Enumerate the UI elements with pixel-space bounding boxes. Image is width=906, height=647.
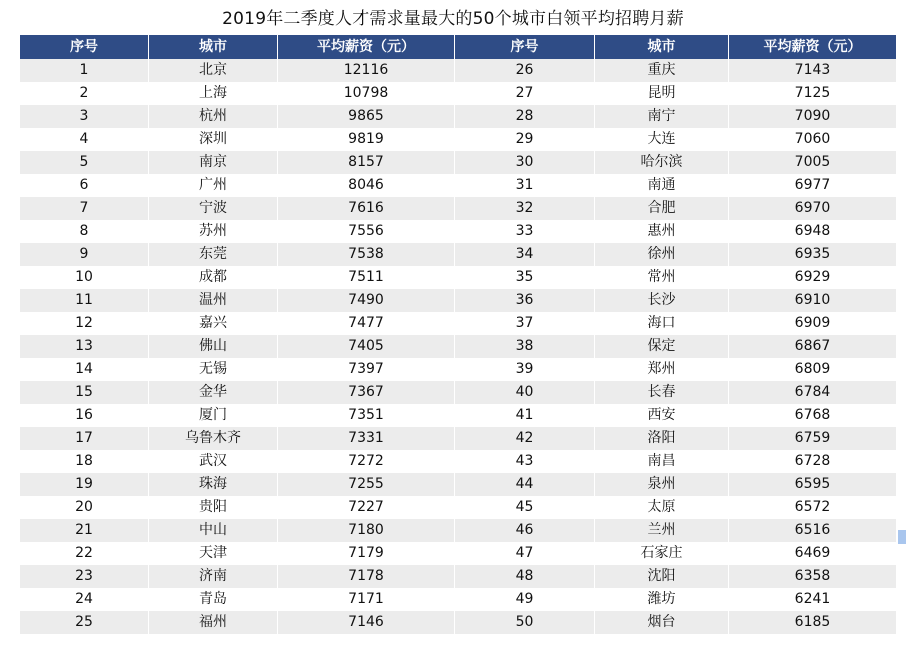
right-city-cell: 长春 xyxy=(595,381,729,404)
left-city-cell: 乌鲁木齐 xyxy=(149,427,278,450)
left-salary-cell: 10798 xyxy=(278,82,455,105)
right-salary-cell: 6784 xyxy=(729,381,896,404)
left-rank-cell: 22 xyxy=(20,542,149,565)
right-city-cell: 惠州 xyxy=(595,220,729,243)
right-salary-cell: 6977 xyxy=(729,174,896,197)
table-row xyxy=(20,381,896,404)
right-rank-cell: 38 xyxy=(455,335,595,358)
table-row xyxy=(20,611,896,634)
left-city-cell: 东莞 xyxy=(149,243,278,266)
left-rank-cell: 2 xyxy=(20,82,149,105)
header-row xyxy=(20,35,896,59)
table-row xyxy=(20,335,896,358)
edge-marker xyxy=(898,530,906,544)
table-row xyxy=(20,473,896,496)
left-salary-cell: 7405 xyxy=(278,335,455,358)
left-rank-cell: 5 xyxy=(20,151,149,174)
left-salary-cell: 9865 xyxy=(278,105,455,128)
table-row xyxy=(20,312,896,335)
left-city-cell: 深圳 xyxy=(149,128,278,151)
left-rank-cell: 15 xyxy=(20,381,149,404)
right-rank-cell: 41 xyxy=(455,404,595,427)
right-rank-cell: 28 xyxy=(455,105,595,128)
left-rank-cell: 3 xyxy=(20,105,149,128)
left-city-cell: 厦门 xyxy=(149,404,278,427)
left-salary-cell: 7538 xyxy=(278,243,455,266)
right-city-cell: 海口 xyxy=(595,312,729,335)
table-row xyxy=(20,82,896,105)
left-salary-cell: 12116 xyxy=(278,59,455,82)
right-city-cell: 常州 xyxy=(595,266,729,289)
left-salary-cell: 7490 xyxy=(278,289,455,312)
right-salary-cell: 6469 xyxy=(729,542,896,565)
header-city-left: 城市 xyxy=(149,35,278,59)
left-salary-cell: 7227 xyxy=(278,496,455,519)
left-rank-cell: 17 xyxy=(20,427,149,450)
salary-table xyxy=(20,35,896,634)
left-rank-cell: 24 xyxy=(20,588,149,611)
left-rank-cell: 11 xyxy=(20,289,149,312)
left-city-cell: 上海 xyxy=(149,82,278,105)
left-rank-cell: 9 xyxy=(20,243,149,266)
left-city-cell: 嘉兴 xyxy=(149,312,278,335)
table-row xyxy=(20,174,896,197)
left-rank-cell: 23 xyxy=(20,565,149,588)
right-city-cell: 徐州 xyxy=(595,243,729,266)
right-rank-cell: 42 xyxy=(455,427,595,450)
table-row xyxy=(20,588,896,611)
right-rank-cell: 43 xyxy=(455,450,595,473)
table-row xyxy=(20,542,896,565)
left-salary-cell: 7511 xyxy=(278,266,455,289)
left-city-cell: 温州 xyxy=(149,289,278,312)
right-salary-cell: 6935 xyxy=(729,243,896,266)
header-rank-right: 序号 xyxy=(455,35,595,59)
table-row xyxy=(20,404,896,427)
right-city-cell: 长沙 xyxy=(595,289,729,312)
right-city-cell: 大连 xyxy=(595,128,729,151)
right-rank-cell: 32 xyxy=(455,197,595,220)
right-city-cell: 南昌 xyxy=(595,450,729,473)
table-row xyxy=(20,496,896,519)
table-row xyxy=(20,427,896,450)
left-rank-cell: 21 xyxy=(20,519,149,542)
left-city-cell: 苏州 xyxy=(149,220,278,243)
table-row xyxy=(20,59,896,82)
left-salary-cell: 7171 xyxy=(278,588,455,611)
left-city-cell: 成都 xyxy=(149,266,278,289)
right-rank-cell: 34 xyxy=(455,243,595,266)
right-rank-cell: 35 xyxy=(455,266,595,289)
right-rank-cell: 40 xyxy=(455,381,595,404)
table-row xyxy=(20,266,896,289)
table-row xyxy=(20,450,896,473)
right-salary-cell: 6595 xyxy=(729,473,896,496)
right-rank-cell: 45 xyxy=(455,496,595,519)
right-salary-cell: 6948 xyxy=(729,220,896,243)
right-salary-cell: 7005 xyxy=(729,151,896,174)
right-salary-cell: 6185 xyxy=(729,611,896,634)
left-city-cell: 广州 xyxy=(149,174,278,197)
right-rank-cell: 47 xyxy=(455,542,595,565)
right-rank-cell: 44 xyxy=(455,473,595,496)
right-salary-cell: 6728 xyxy=(729,450,896,473)
right-rank-cell: 30 xyxy=(455,151,595,174)
right-rank-cell: 37 xyxy=(455,312,595,335)
left-salary-cell: 7272 xyxy=(278,450,455,473)
left-city-cell: 北京 xyxy=(149,59,278,82)
left-city-cell: 济南 xyxy=(149,565,278,588)
right-salary-cell: 6572 xyxy=(729,496,896,519)
left-salary-cell: 8046 xyxy=(278,174,455,197)
right-rank-cell: 27 xyxy=(455,82,595,105)
table-row xyxy=(20,519,896,542)
left-city-cell: 中山 xyxy=(149,519,278,542)
left-city-cell: 贵阳 xyxy=(149,496,278,519)
left-salary-cell: 7179 xyxy=(278,542,455,565)
right-city-cell: 重庆 xyxy=(595,59,729,82)
right-rank-cell: 48 xyxy=(455,565,595,588)
right-city-cell: 南宁 xyxy=(595,105,729,128)
left-city-cell: 南京 xyxy=(149,151,278,174)
table-row xyxy=(20,105,896,128)
table-row xyxy=(20,197,896,220)
right-city-cell: 烟台 xyxy=(595,611,729,634)
right-salary-cell: 6910 xyxy=(729,289,896,312)
right-rank-cell: 33 xyxy=(455,220,595,243)
right-city-cell: 兰州 xyxy=(595,519,729,542)
right-city-cell: 潍坊 xyxy=(595,588,729,611)
table-title: 2019年二季度人才需求量最大的50个城市白领平均招聘月薪 xyxy=(222,9,684,29)
left-rank-cell: 12 xyxy=(20,312,149,335)
left-rank-cell: 20 xyxy=(20,496,149,519)
right-rank-cell: 29 xyxy=(455,128,595,151)
left-rank-cell: 4 xyxy=(20,128,149,151)
right-city-cell: 洛阳 xyxy=(595,427,729,450)
left-rank-cell: 19 xyxy=(20,473,149,496)
left-salary-cell: 7397 xyxy=(278,358,455,381)
right-salary-cell: 6929 xyxy=(729,266,896,289)
right-rank-cell: 50 xyxy=(455,611,595,634)
table-row xyxy=(20,220,896,243)
header-salary-left: 平均薪资（元） xyxy=(278,35,455,59)
header-salary-right: 平均薪资（元） xyxy=(729,35,896,59)
left-salary-cell: 7180 xyxy=(278,519,455,542)
right-city-cell: 哈尔滨 xyxy=(595,151,729,174)
right-rank-cell: 49 xyxy=(455,588,595,611)
left-rank-cell: 16 xyxy=(20,404,149,427)
right-city-cell: 石家庄 xyxy=(595,542,729,565)
right-salary-cell: 7143 xyxy=(729,59,896,82)
left-salary-cell: 9819 xyxy=(278,128,455,151)
right-rank-cell: 46 xyxy=(455,519,595,542)
left-rank-cell: 18 xyxy=(20,450,149,473)
right-salary-cell: 6909 xyxy=(729,312,896,335)
right-rank-cell: 26 xyxy=(455,59,595,82)
left-salary-cell: 7331 xyxy=(278,427,455,450)
right-city-cell: 西安 xyxy=(595,404,729,427)
left-rank-cell: 13 xyxy=(20,335,149,358)
table-row xyxy=(20,358,896,381)
left-city-cell: 珠海 xyxy=(149,473,278,496)
left-salary-cell: 7351 xyxy=(278,404,455,427)
right-salary-cell: 6358 xyxy=(729,565,896,588)
right-city-cell: 沈阳 xyxy=(595,565,729,588)
right-city-cell: 南通 xyxy=(595,174,729,197)
left-salary-cell: 7616 xyxy=(278,197,455,220)
right-salary-cell: 6970 xyxy=(729,197,896,220)
left-salary-cell: 7146 xyxy=(278,611,455,634)
left-rank-cell: 8 xyxy=(20,220,149,243)
right-salary-cell: 6516 xyxy=(729,519,896,542)
right-salary-cell: 7125 xyxy=(729,82,896,105)
left-salary-cell: 8157 xyxy=(278,151,455,174)
left-city-cell: 青岛 xyxy=(149,588,278,611)
left-city-cell: 天津 xyxy=(149,542,278,565)
left-salary-cell: 7477 xyxy=(278,312,455,335)
table-row xyxy=(20,151,896,174)
left-city-cell: 无锡 xyxy=(149,358,278,381)
right-salary-cell: 6241 xyxy=(729,588,896,611)
table-row xyxy=(20,289,896,312)
header-rank-left: 序号 xyxy=(20,35,149,59)
left-city-cell: 宁波 xyxy=(149,197,278,220)
left-city-cell: 佛山 xyxy=(149,335,278,358)
right-salary-cell: 6768 xyxy=(729,404,896,427)
left-city-cell: 杭州 xyxy=(149,105,278,128)
right-city-cell: 合肥 xyxy=(595,197,729,220)
left-rank-cell: 1 xyxy=(20,59,149,82)
right-salary-cell: 6867 xyxy=(729,335,896,358)
right-rank-cell: 36 xyxy=(455,289,595,312)
left-city-cell: 武汉 xyxy=(149,450,278,473)
left-rank-cell: 25 xyxy=(20,611,149,634)
left-rank-cell: 6 xyxy=(20,174,149,197)
left-salary-cell: 7367 xyxy=(278,381,455,404)
left-salary-cell: 7556 xyxy=(278,220,455,243)
right-salary-cell: 7090 xyxy=(729,105,896,128)
right-salary-cell: 7060 xyxy=(729,128,896,151)
left-rank-cell: 10 xyxy=(20,266,149,289)
right-city-cell: 泉州 xyxy=(595,473,729,496)
right-city-cell: 保定 xyxy=(595,335,729,358)
left-city-cell: 金华 xyxy=(149,381,278,404)
right-city-cell: 昆明 xyxy=(595,82,729,105)
right-rank-cell: 31 xyxy=(455,174,595,197)
left-rank-cell: 7 xyxy=(20,197,149,220)
left-salary-cell: 7178 xyxy=(278,565,455,588)
table-row xyxy=(20,565,896,588)
left-rank-cell: 14 xyxy=(20,358,149,381)
right-city-cell: 郑州 xyxy=(595,358,729,381)
right-salary-cell: 6759 xyxy=(729,427,896,450)
table-row xyxy=(20,128,896,151)
header-city-right: 城市 xyxy=(595,35,729,59)
right-rank-cell: 39 xyxy=(455,358,595,381)
left-city-cell: 福州 xyxy=(149,611,278,634)
right-salary-cell: 6809 xyxy=(729,358,896,381)
left-salary-cell: 7255 xyxy=(278,473,455,496)
right-city-cell: 太原 xyxy=(595,496,729,519)
table-row xyxy=(20,243,896,266)
